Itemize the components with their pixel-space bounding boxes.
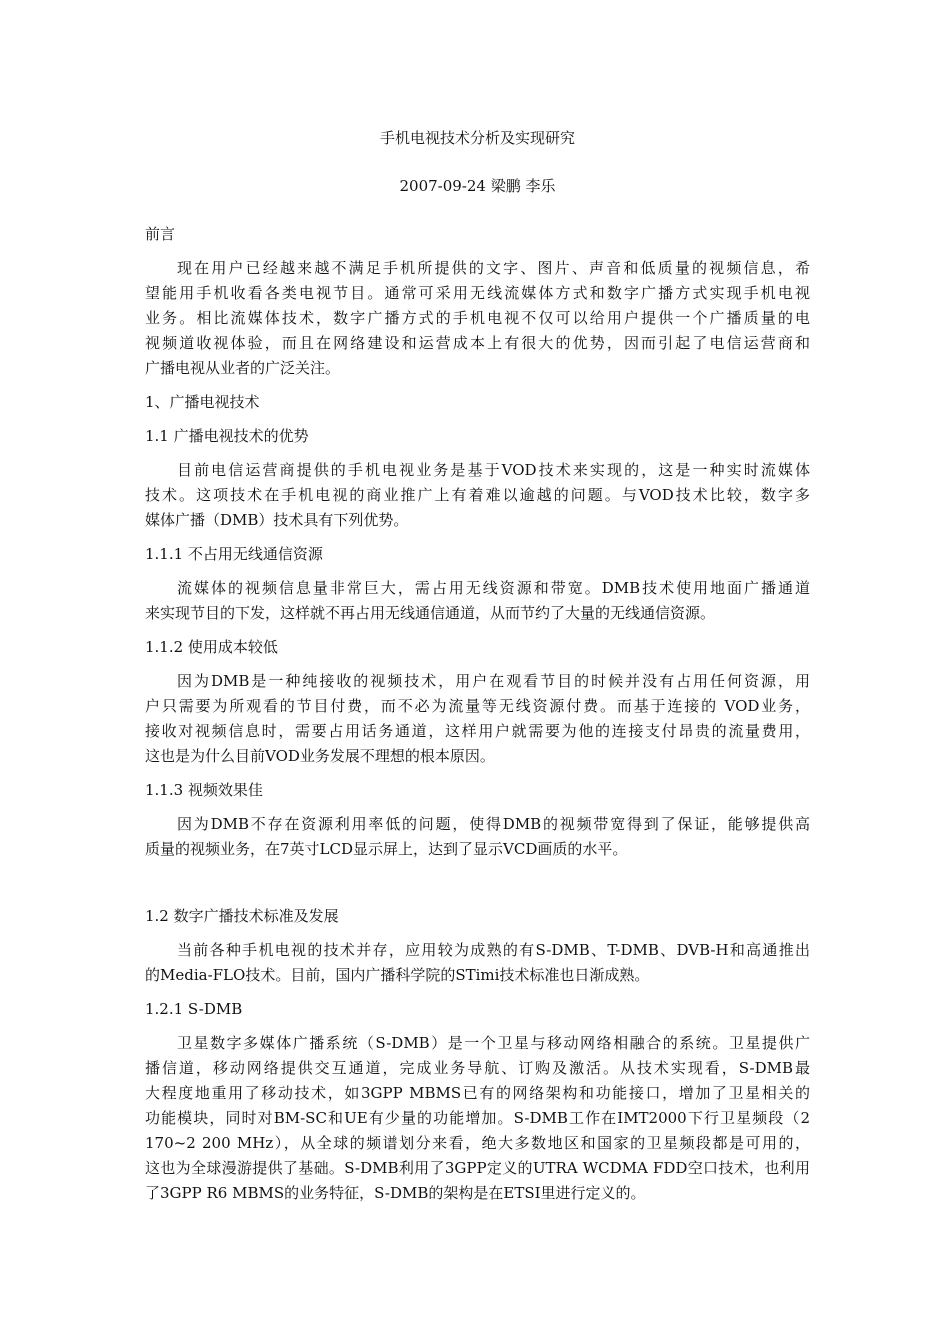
preface-line: 望能用手机收看各类电视节目。通常可采用无线流媒体方式和数字广播方式实现手机电视 xyxy=(145,284,810,302)
section-1-1-2-heading: 1.1.2 使用成本较低 xyxy=(145,638,278,656)
preface-line: 视频道收视体验，而且在网络建设和运营成本上有很大的优势，因而引起了电信运营商和 xyxy=(145,334,810,352)
section-1-2-1-line: 这也为全球漫游提供了基础。S-DMB利用了3GPP定义的UTRA WCDMA FDD空口技术，也利用 xyxy=(145,1159,810,1177)
section-1-1-3-line: 质量的视频业务，在7英寸LCD显示屏上，达到了显示VCD画质的水平。 xyxy=(145,840,628,858)
section-1-2-1-line: 播信道，移动网络提供交互通道，完成业务导航、订购及激活。从技术实现看，S-DMB最 xyxy=(145,1059,810,1077)
section-1-2-1-line: 卫星数字多媒体广播系统（S-DMB）是一个卫星与移动网络相融合的系统。卫星提供广 xyxy=(177,1034,810,1052)
preface-heading: 前言 xyxy=(145,225,176,243)
section-1-1-2-line: 因为DMB是一种纯接收的视频技术，用户在观看节目的时候并没有占用任何资源，用 xyxy=(177,672,810,690)
section-1-2-1-heading: 1.2.1 S-DMB xyxy=(145,1000,243,1018)
section-1-1-1-heading: 1.1.1 不占用无线通信资源 xyxy=(145,545,323,563)
section-1-1-heading: 1.1 广播电视技术的优势 xyxy=(145,427,309,445)
section-1-2-1-line: 功能模块，同时对BM-SC和UE有少量的功能增加。S-DMB工作在IMT2000下行卫星频段（2 xyxy=(145,1109,810,1127)
section-1-1-1-line: 流媒体的视频信息量非常巨大，需占用无线资源和带宽。DMB技术使用地面广播通道 xyxy=(177,579,810,597)
section-1-1-3-heading: 1.1.3 视频效果佳 xyxy=(145,781,263,799)
section-1-1-2-line: 这也是为什么目前VOD业务发展不理想的根本原因。 xyxy=(145,747,495,765)
preface-line: 业务。相比流媒体技术，数字广播方式的手机电视不仅可以给用户提供一个广播质量的电 xyxy=(145,309,810,327)
section-1-1-line: 目前电信运营商提供的手机电视业务是基于VOD技术来实现的，这是一种实时流媒体 xyxy=(177,461,810,479)
section-1-heading: 1、广播电视技术 xyxy=(145,393,260,411)
section-1-1-3-line: 因为DMB不存在资源利用率低的问题，使得DMB的视频带宽得到了保证，能够提供高 xyxy=(177,815,810,833)
section-1-2-line: 当前各种手机电视的技术并存，应用较为成熟的有S-DMB、T-DMB、DVB-H和高通推出 xyxy=(177,941,810,959)
document-byline: 2007-09-24 梁鹏 李乐 xyxy=(399,177,556,195)
section-1-2-1-line: 了3GPP R6 MBMS的业务特征，S-DMB的架构是在ETSI里进行定义的。 xyxy=(145,1184,646,1202)
section-1-2-1-line: 大程度地重用了移动技术，如3GPP MBMS已有的网络架构和功能接口，增加了卫星相关的 xyxy=(145,1084,810,1102)
section-1-1-2-line: 接收对视频信息时，需要占用话务通道，这样用户就需要为他的连接支付昂贵的流量费用， xyxy=(145,722,810,740)
section-1-1-1-line: 来实现节目的下发，这样就不再占用无线通信通道，从而节约了大量的无线通信资源。 xyxy=(145,604,716,622)
section-1-2-heading: 1.2 数字广播技术标准及发展 xyxy=(145,907,339,925)
section-1-1-2-line: 户只需要为所观看的节目付费，而不必为流量等无线资源付费。而基于连接的 VOD业务， xyxy=(145,697,810,715)
section-1-2-line: 的Media-FLO技术。目前，国内广播科学院的STimi技术标准也日渐成熟。 xyxy=(145,966,650,984)
section-1-1-line: 技术。这项技术在手机电视的商业推广上有着难以逾越的问题。与VOD技术比较，数字多 xyxy=(145,486,810,504)
section-1-1-line: 媒体广播（DMB）技术具有下列优势。 xyxy=(145,511,409,529)
preface-line: 现在用户已经越来越不满足手机所提供的文字、图片、声音和低质量的视频信息，希 xyxy=(177,259,810,277)
preface-line: 广播电视从业者的广泛关注。 xyxy=(145,359,341,377)
section-1-2-1-line: 170~2 200 MHz），从全球的频谱划分来看，绝大多数地区和国家的卫星频段都是可用的， xyxy=(145,1134,810,1152)
document-title: 手机电视技术分析及实现研究 xyxy=(379,129,575,147)
